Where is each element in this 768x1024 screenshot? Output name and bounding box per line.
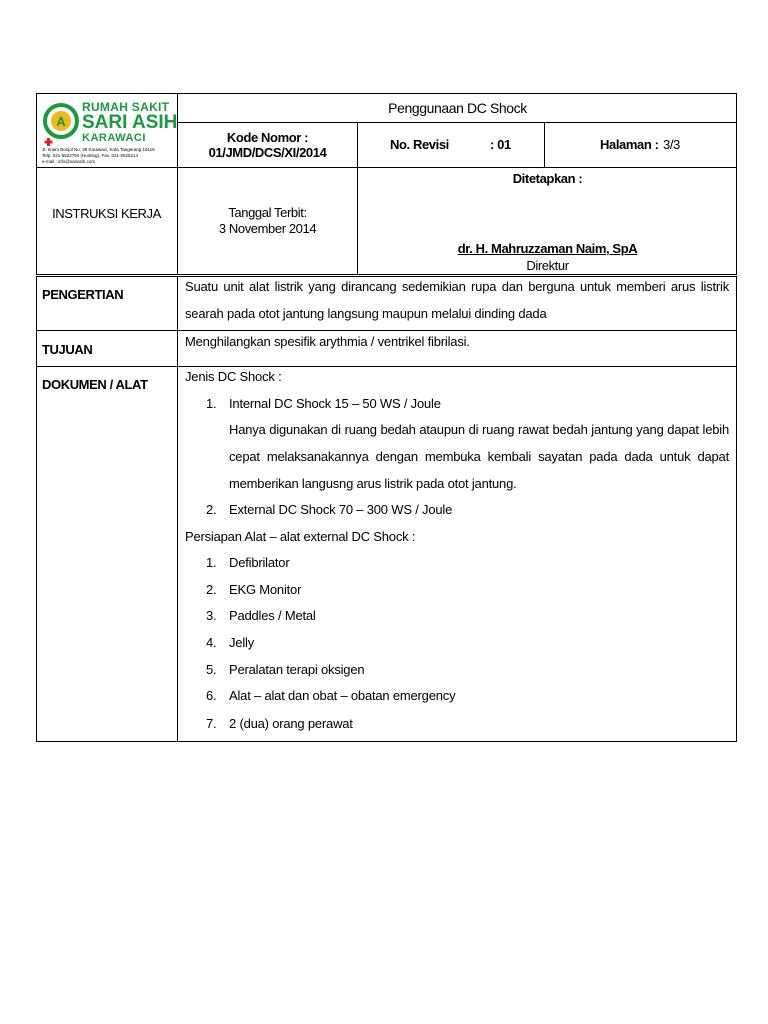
doc-type-cell [36,168,178,275]
label-column-divider [177,276,178,742]
kode-cell [178,123,358,167]
signer-name: dr. H. Mahruzzaman Naim, SpA [457,241,638,256]
tanggal-cell [178,168,358,275]
ditetapkan-label: Ditetapkan : [512,171,583,186]
sari-asih-emblem-icon [42,102,80,146]
halaman-cell [545,123,737,167]
jenis-item1-number: 1. [206,396,217,411]
revisi-label: No. Revisi [390,137,449,152]
logo-line1: RUMAH SAKIT [82,100,170,114]
alat-item-text: Jelly [229,635,255,650]
tanggal-colon: : [303,205,307,220]
alat-item-text: Defibrilator [229,555,290,570]
alat-item-text: Alat – alat dan obat – obatan emergency [229,688,456,703]
kode-value: 01/JMD/DCS/XI/2014 [208,145,327,160]
doc-type: INSTRUKSI KERJA [52,205,161,221]
jenis-item1-desc2: cepat melaksanakannya dengan membuka kembali sayatan pada dada untuk dapat [229,449,729,464]
pengertian-line1: Suatu unit alat listrik yang dirancang sedemikian rupa dan berguna untuk memberi arus listrik [185,279,729,294]
dokumen-label: DOKUMEN / ALAT [42,377,148,392]
alat-item-number: 5. [206,662,217,677]
doc-title: Penggunaan DC Shock [388,99,527,116]
halaman-label: Halaman : [600,137,659,152]
alat-item-text: 2 (dua) orang perawat [229,716,353,731]
alat-item-text: EKG Monitor [229,582,302,597]
alat-item-number: 1. [206,555,217,570]
logo-address2: Telp. 021-5522794 (Hunting), Fax. 021-5525214 [42,153,139,158]
alat-item-number: 2. [206,582,217,597]
logo-line2: SARI ASIH [82,112,178,133]
alat-item-number: 6. [206,688,217,703]
logo-address1: Jl. Imam Bonjol No. 38 Karawaci, Kota Tangerang 15115 [42,147,155,152]
jenis-heading: Jenis DC Shock : [185,369,282,384]
jenis-item2-number: 2. [206,502,217,517]
jenis-item2-text: External DC Shock 70 – 300 WS / Joule [229,502,453,517]
jenis-item1-desc1: Hanya digunakan di ruang bedah ataupun di ruang rawat bedah jantung yang dapat lebih [229,422,729,437]
alat-item-number: 3. [206,608,217,623]
kode-label: Kode Nomor : [226,130,309,145]
alat-item-number: 7. [206,716,217,731]
doc-title-cell [178,93,737,123]
alat-item-text: Paddles / Metal [229,608,316,623]
row-divider-1 [36,330,737,331]
logo-address3: e-mail : info@sariasih.com [42,159,96,164]
tanggal-label: Tanggal Terbit [228,205,304,220]
persiapan-heading: Persiapan Alat – alat external DC Shock : [185,529,416,544]
pengertian-label: PENGERTIAN [42,287,124,302]
svg-text:A: A [56,114,66,129]
revisi-value: : 01 [490,137,511,152]
tanggal-value: 3 November 2014 [218,221,317,236]
jenis-item1-desc3: memberikan langusng arus listrik pada otot jantung. [229,476,517,491]
alat-item-text: Peralatan terapi oksigen [229,662,365,677]
revisi-cell [358,123,545,167]
signer-title: Direktur [526,258,569,273]
alat-item-number: 4. [206,635,217,650]
jenis-item1-text: Internal DC Shock 15 – 50 WS / Joule [229,396,441,411]
halaman-value: 3/3 [663,137,680,152]
hospital-logo [40,98,176,166]
tujuan-label: TUJUAN [42,342,93,357]
pengertian-line2: searah pada otot jantung langsung maupun melalui dinding dada [185,306,547,321]
row-divider-2 [36,366,737,367]
logo-line3: KARAWACI [82,132,146,144]
ditetapkan-cell [358,168,737,275]
tujuan-text: Menghilangkan spesifik arythmia / ventrikel fibrilasi. [185,334,470,349]
